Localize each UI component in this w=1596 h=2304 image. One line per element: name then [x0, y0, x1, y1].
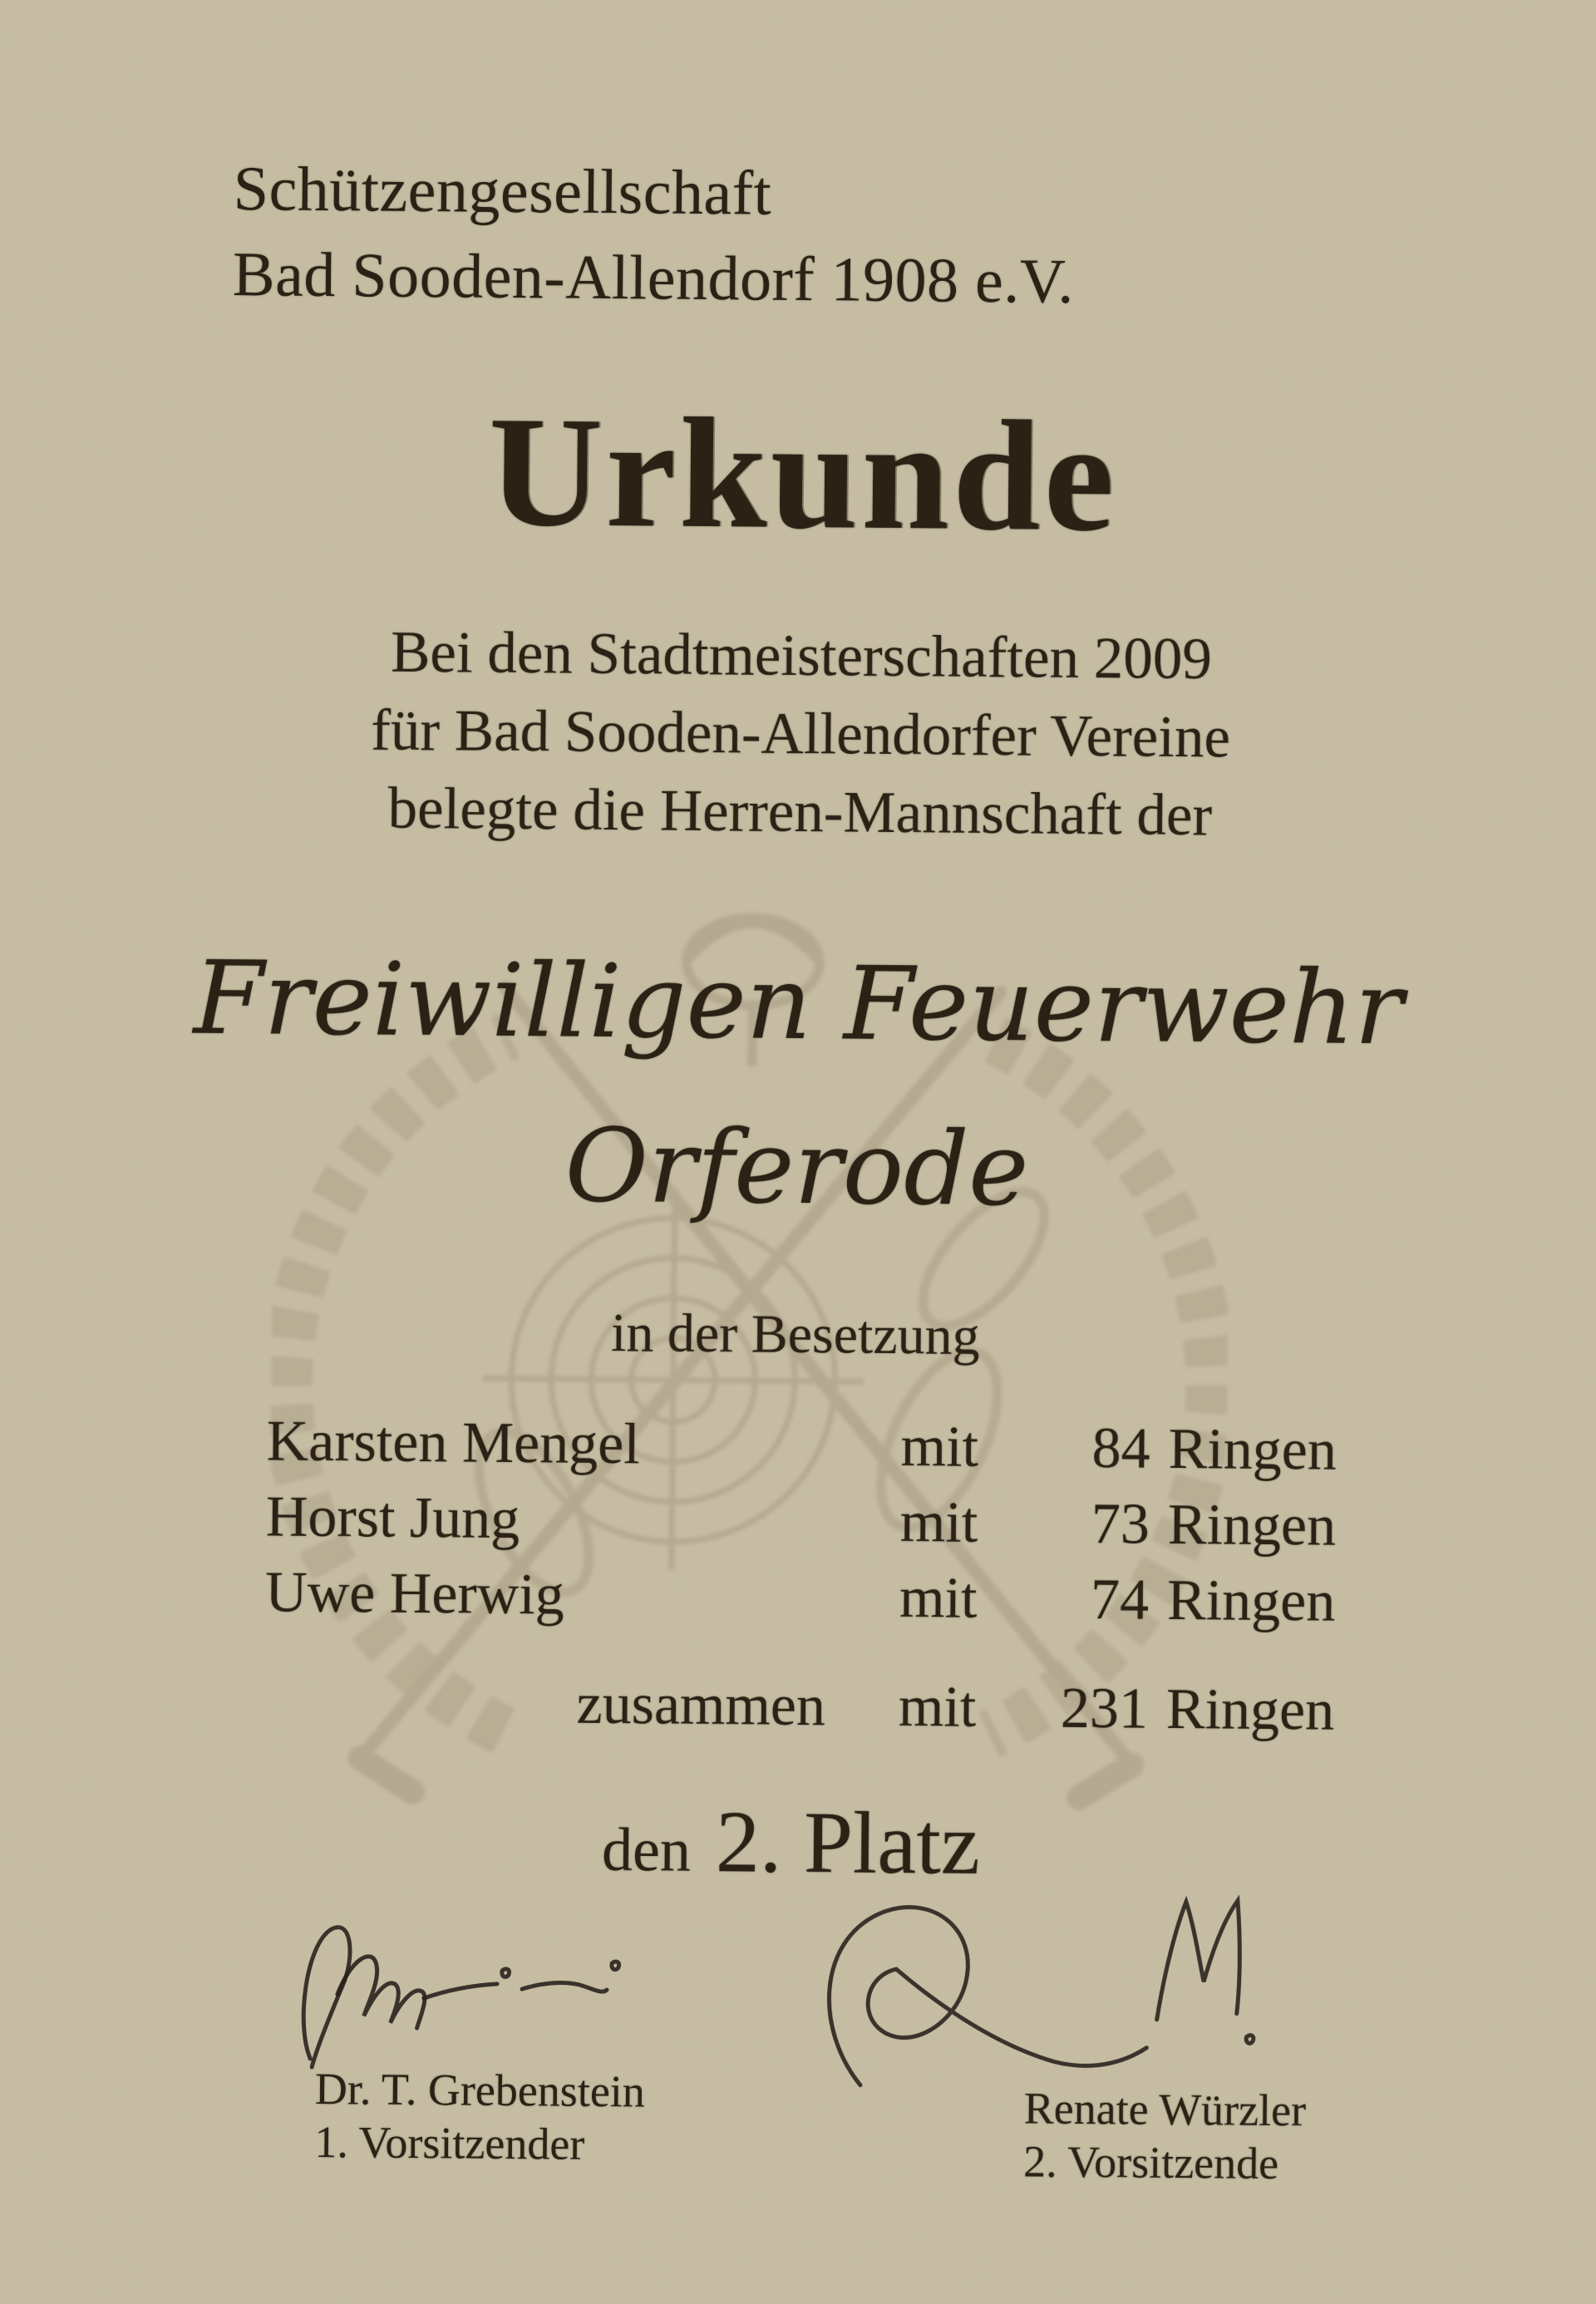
award-placement: 2. Platz: [715, 1793, 981, 1893]
shooter-name: Karsten Mengel: [266, 1409, 641, 1477]
club-name-line2: Bad Sooden-Allendorf 1908 e.V.: [232, 239, 1075, 317]
score-unit: Ringen: [1167, 1492, 1337, 1558]
mit-label: mit: [900, 1415, 979, 1479]
table-row: [265, 1559, 1372, 1645]
total-row: [264, 1668, 1371, 1754]
club-name-block: [233, 146, 1076, 325]
table-row: [265, 1484, 1372, 1569]
score-unit: Ringen: [1168, 1416, 1337, 1483]
signatory-left-block: [314, 2062, 645, 2171]
signatory-right-block: [1023, 2081, 1306, 2190]
signature-left: [292, 1908, 651, 2073]
shooter-score: 74: [1090, 1568, 1150, 1632]
shooter-score: 84: [1091, 1416, 1151, 1481]
mit-label: mit: [899, 1490, 978, 1555]
score-unit: Ringen: [1166, 1568, 1336, 1634]
score-unit: Ringen: [1165, 1676, 1335, 1743]
club-name-line1: Schützengesellschaft: [233, 154, 772, 229]
mit-label: mit: [898, 1675, 977, 1740]
intro-line2: für Bad Sooden-Allendorfer Vereine: [370, 697, 1231, 770]
certificate-title: Urkunde: [487, 384, 1119, 565]
award-prefix: den: [601, 1815, 692, 1885]
signatory-right-role: 2. Vorsitzende: [1022, 2136, 1279, 2189]
team-name-line2: Orferode: [564, 1106, 1030, 1229]
signatory-right-name: Renate Würzler: [1023, 2083, 1307, 2136]
shooter-score: 73: [1091, 1492, 1150, 1557]
table-row: [266, 1408, 1372, 1494]
signatory-left-role: 1. Vorsitzender: [314, 2116, 585, 2169]
roster-heading: in der Besetzung: [610, 1302, 980, 1366]
intro-line3: belegte die Herren-Mannschaft der: [387, 775, 1213, 849]
signatory-left-name: Dr. T. Grebenstein: [314, 2063, 646, 2117]
total-score: 231: [1060, 1676, 1149, 1741]
intro-paragraph: [2, 610, 1596, 859]
shooter-name: Horst Jung: [265, 1484, 520, 1552]
award-line: [0, 1785, 1589, 1901]
team-name-line1: Freiwilligen Feuerwehr: [193, 938, 1404, 1068]
mit-label: mit: [899, 1566, 978, 1631]
intro-line1: Bei den Stadtmeisterschaften 2009: [390, 619, 1213, 692]
shooter-name: Uwe Herwig: [264, 1560, 565, 1627]
results-table: [264, 1408, 1372, 1754]
total-label: zusammen: [576, 1671, 826, 1739]
team-name-block: [0, 914, 1596, 1258]
